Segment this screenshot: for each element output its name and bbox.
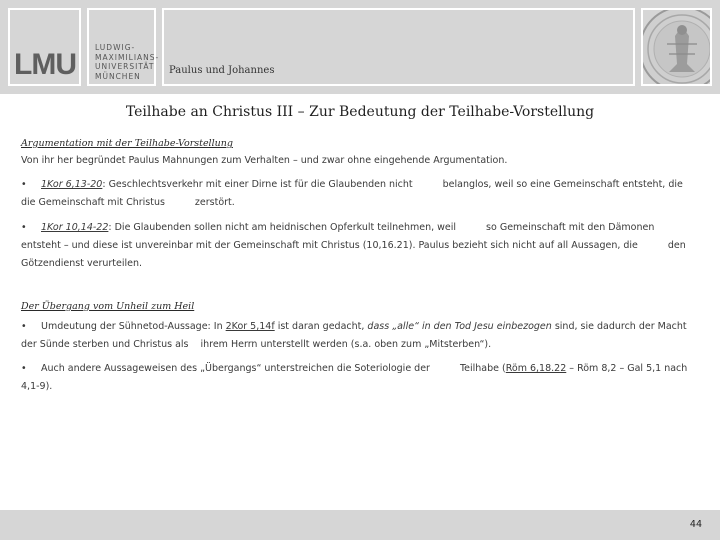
bullet-item bbox=[21, 318, 693, 354]
bullet-item bbox=[21, 360, 693, 396]
university-name bbox=[95, 43, 159, 81]
bullet-text: – Röm 8,2 – Gal 5,1 nach bbox=[569, 363, 688, 374]
bullet-text: Auch andere Aussageweisen des „Übergangs“ unterstreichen die Soteriologie der bbox=[41, 363, 430, 374]
bullet-text: belanglos, weil so eine Gemeinschaft entsteht, die bbox=[442, 179, 683, 190]
bullet-text: den bbox=[667, 240, 686, 251]
bullet-text: sind, sie dadurch der Macht bbox=[554, 321, 687, 332]
bullet-text: ihrem Herrn unterstellt werden (s.a. oben zum „Mitsterben“). bbox=[200, 339, 492, 350]
intro-paragraph: Von ihr her begründet Paulus Mahnungen zum Verhalten – und zwar ohne eingehende Argumentation. bbox=[21, 155, 508, 166]
bible-reference: 1Kor 6,13-20 bbox=[41, 179, 103, 190]
header-band bbox=[0, 0, 720, 94]
bullet-icon: • bbox=[21, 321, 27, 332]
bullet-text: so Gemeinschaft mit den Dämonen bbox=[486, 222, 655, 233]
university-seal-icon bbox=[641, 8, 712, 86]
slide-title: Teilhabe an Christus III – Zur Bedeutung der Teilhabe-Vorstellung bbox=[125, 104, 595, 120]
page-number: 44 bbox=[689, 519, 702, 530]
bullet-item bbox=[21, 176, 693, 212]
bullet-text: ist daran gedacht, bbox=[277, 321, 365, 332]
bullet-text: die Gemeinschaft mit Christus bbox=[21, 197, 165, 208]
university-name-box bbox=[87, 8, 160, 86]
bullet-text: : Geschlechtsverkehr mit einer Dirne ist für die Glaubenden nicht bbox=[102, 179, 413, 190]
bullet-icon: • bbox=[21, 222, 27, 233]
bullet-icon: • bbox=[21, 363, 27, 374]
lmu-logo bbox=[8, 8, 81, 86]
university-name-line: MÜNCHEN bbox=[95, 71, 141, 81]
lmu-logo-text: LMU bbox=[14, 48, 76, 81]
university-name-line: MAXIMILIANS- bbox=[95, 52, 160, 62]
bullet-text: Götzendienst verurteilen. bbox=[21, 258, 143, 269]
section-heading: Argumentation mit der Teilhabe-Vorstellung bbox=[21, 138, 233, 149]
bullet-text: 4,1-9). bbox=[21, 381, 53, 392]
bible-reference: 1Kor 10,14-22 bbox=[41, 222, 109, 233]
footer-band bbox=[0, 510, 720, 540]
bullet-item bbox=[21, 219, 693, 273]
university-seal-box bbox=[641, 8, 712, 86]
section-heading: Der Übergang vom Unheil zum Heil bbox=[21, 301, 195, 312]
university-name-line: UNIVERSITÄT bbox=[95, 62, 155, 71]
bullet-text: der Sünde sterben und Christus als bbox=[21, 339, 189, 350]
bullet-icon: • bbox=[21, 179, 27, 190]
bullet-text-emphasis: dass „alle“ in den Tod Jesu einbezogen bbox=[367, 321, 552, 332]
course-title: Paulus und Johannes bbox=[169, 65, 275, 76]
bible-reference: 2Kor 5,14f bbox=[225, 321, 275, 332]
university-name-line: LUDWIG- bbox=[95, 43, 136, 52]
bullet-text: zerstört. bbox=[194, 197, 235, 208]
bullet-text: Teilhabe ( bbox=[459, 363, 506, 374]
bullet-text: : Die Glaubenden sollen nicht am heidnischen Opferkult teilnehmen, weil bbox=[108, 222, 457, 233]
bullet-text: Umdeutung der Sühnetod-Aussage: In bbox=[41, 321, 223, 332]
bible-reference: Röm 6,18.22 bbox=[505, 363, 567, 374]
bullet-text: entsteht – und diese ist unvereinbar mit der Gemeinschaft mit Christus (10,16.21). Paulus bezieht sich nicht auf all Aussagen, die bbox=[21, 240, 638, 251]
course-title-box bbox=[162, 8, 635, 86]
